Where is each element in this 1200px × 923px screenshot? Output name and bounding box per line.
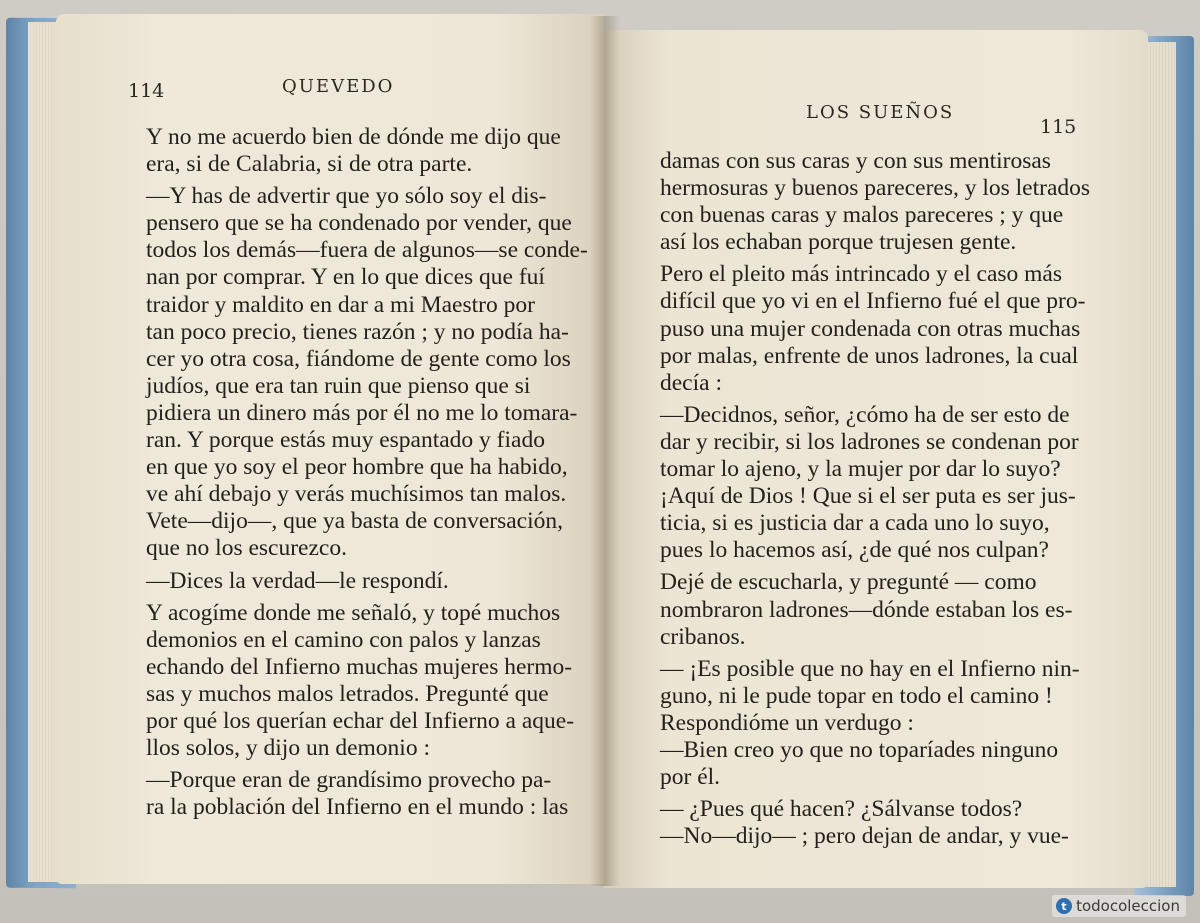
text-line: tan poco precio, tienes razón ; y no podía ha- <box>146 318 569 345</box>
todocoleccion-logo-icon: t <box>1056 898 1072 914</box>
text-line: tomar lo ajeno, y la mujer por dar lo suyo? <box>660 456 1061 483</box>
watermark-label: todocoleccion <box>1076 897 1180 915</box>
text-line: Pero el pleito más intrincado y el caso más <box>660 261 1063 288</box>
text-line: Y no me acuerdo bien de dónde me dijo que <box>146 124 561 150</box>
text-line: ticia, si es justicia dar a cada uno lo suyo, <box>660 510 1050 537</box>
text-line: echando del Infierno muchas mujeres hermo- <box>146 653 573 680</box>
text-line: en que yo soy el peor hombre que ha habido, <box>146 454 568 481</box>
text-line: hermosuras y buenos pareceres, y los letrados <box>660 175 1091 202</box>
text-line: pues lo hacemos así, ¿de qué nos culpan? <box>660 537 1049 564</box>
text-line: todos los demás—fuera de algunos—se conde- <box>146 237 588 264</box>
text-line: por qué los querían echar del Infierno a aque- <box>146 707 575 734</box>
text-line: llos solos, y dijo un demonio : <box>146 735 430 762</box>
text-line: —No—dijo— ; pero dejan de andar, y vue- <box>660 823 1069 850</box>
text-line: nan por comprar. Y en lo que dices que fuí <box>146 264 545 291</box>
text-line: que no los escurezco. <box>146 535 347 562</box>
text-line: pidiera un dinero más por él no me lo tomara- <box>146 399 578 426</box>
left-page <box>56 14 604 884</box>
book-gutter-shadow <box>590 16 620 886</box>
text-line: puso una mujer condenada con otras muchas <box>660 315 1081 342</box>
left-page-body <box>146 124 588 821</box>
text-line: pensero que se ha condenado por vender, que <box>146 210 572 237</box>
text-line: sas y muchos malos letrados. Pregunté que <box>146 680 549 707</box>
text-line: — ¡Es posible que no hay en el Infierno nin- <box>660 655 1080 682</box>
text-line: así los echaban porque trujesen gente. <box>660 229 1017 256</box>
text-line: —Bien creo yo que no toparíades ninguno <box>660 736 1059 763</box>
text-line: con buenas caras y malos pareceres ; y que <box>660 202 1064 229</box>
watermark <box>1052 895 1186 917</box>
text-line: ran. Y porque estás muy espantado y fiado <box>146 427 545 454</box>
text-line: dar y recibir, si los ladrones se condenan por <box>660 428 1079 455</box>
right-page-body <box>660 148 1090 850</box>
page-number: 115 <box>1040 116 1077 138</box>
text-line: difícil que yo vi en el Infierno fué el que pro- <box>660 288 1086 315</box>
text-line: cer yo otra cosa, fiándome de gente como los <box>146 345 571 372</box>
running-head: QUEVEDO <box>282 76 395 97</box>
text-line: nombraron ladrones—dónde estaban los es- <box>660 596 1073 623</box>
text-line: por él. <box>660 764 721 791</box>
text-line: Y acogíme donde me señaló, y topé muchos <box>146 599 561 626</box>
text-line: —Decidnos, señor, ¿cómo ha de ser esto de <box>660 401 1070 428</box>
text-line: decía : <box>660 369 722 396</box>
text-line: por malas, enfrente de unos ladrones, la cual <box>660 342 1079 369</box>
text-line: Dejé de escucharla, y pregunté — como <box>660 569 1037 596</box>
text-line: —Dices la verdad—le respondí. <box>146 567 449 594</box>
text-line: —Porque eran de grandísimo provecho pa- <box>146 767 552 794</box>
text-line: ra la población del Infierno en el mundo : las <box>146 794 569 821</box>
text-line: demonios en el camino con palos y lanzas <box>146 626 541 653</box>
right-page <box>604 30 1148 888</box>
text-line: ¡Aquí de Dios ! Que si el ser puta es ser jus- <box>660 483 1076 510</box>
text-line: Vete—dijo—, que ya basta de conversación, <box>146 508 563 535</box>
text-line: — ¿Pues qué hacen? ¿Sálvanse todos? <box>660 796 1023 823</box>
page-number: 114 <box>128 80 165 102</box>
text-line: Respondióme un verdugo : <box>660 709 914 736</box>
text-line: cribanos. <box>660 623 746 650</box>
text-line: ve ahí debajo y verás muchísimos tan malos. <box>146 481 567 508</box>
text-line: —Y has de advertir que yo sólo soy el dis- <box>146 183 547 210</box>
text-line: era, si de Calabria, si de otra parte. <box>146 151 473 178</box>
text-line: guno, ni le pude topar en todo el camino ! <box>660 682 1053 709</box>
text-line: traidor y maldito en dar a mi Maestro por <box>146 291 535 318</box>
text-line: judíos, que era tan ruin que pienso que si <box>146 372 531 399</box>
running-head: LOS SUEÑOS <box>806 102 955 123</box>
text-line: damas con sus caras y con sus mentirosas <box>660 148 1051 174</box>
